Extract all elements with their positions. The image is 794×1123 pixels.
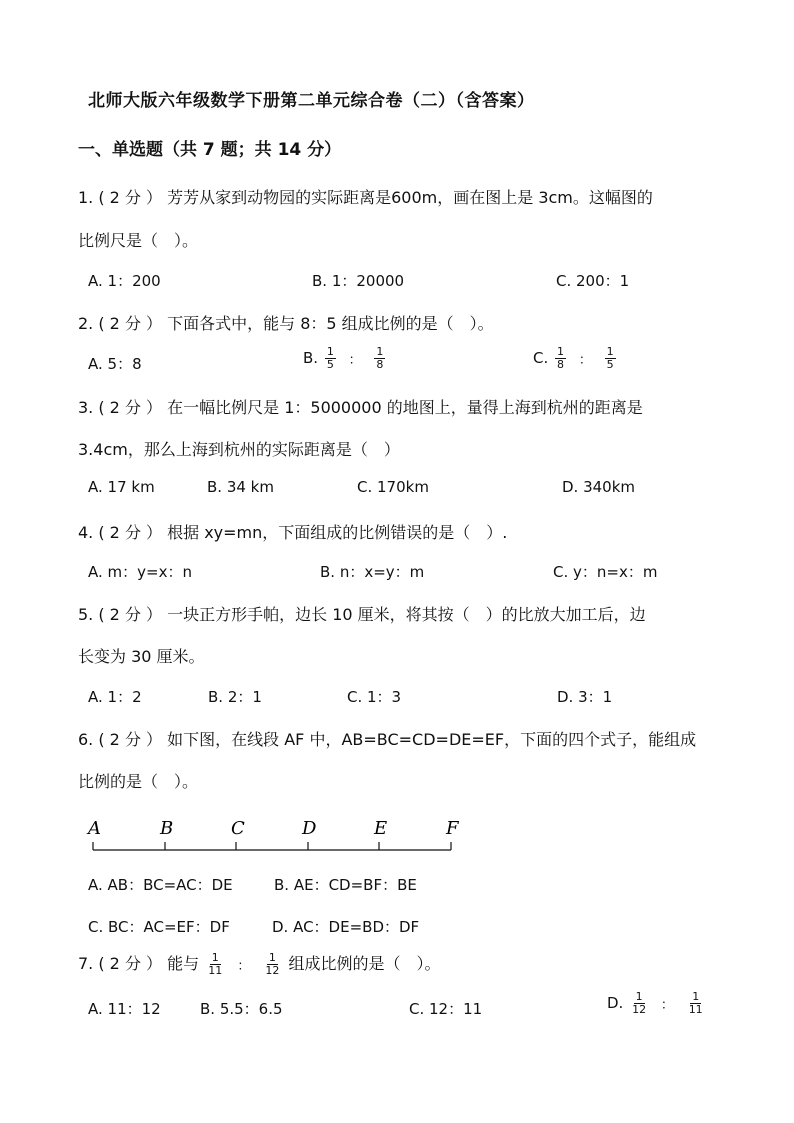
question-3-option-a: A. 17 km	[88, 478, 155, 496]
segment-af-diagram	[84, 812, 464, 860]
fraction: $\frac{1}{11}$	[688, 990, 703, 1016]
question-2-line-1: 2. ( 2 分 ） 下面各式中，能与 8：5 组成比例的是（ ）。	[78, 314, 494, 333]
question-1-line-1: 1. ( 2 分 ） 芳芳从家到动物园的实际距离是600m，画在图上是 3cm。这幅图的	[78, 188, 653, 207]
question-5-option-a: A. 1：2	[88, 688, 142, 706]
question-1-option-a: A. 1：200	[88, 272, 161, 290]
question-2-option-c	[533, 346, 618, 371]
question-4-option-c: C. y：n=x：m	[553, 563, 658, 581]
question-7-suffix: 组成比例的是（ ）。	[288, 954, 441, 973]
question-3-line-2: 3.4cm，那么上海到杭州的实际距离是（ ）	[78, 440, 400, 459]
question-2-option-b	[303, 346, 387, 371]
ratio-colon: ：	[660, 998, 674, 1013]
question-7-option-d	[607, 991, 707, 1016]
question-2-option-a: A. 5：8	[88, 355, 142, 373]
question-1-option-b: B. 1：20000	[312, 272, 405, 290]
fraction: $\frac{1}{8}$	[376, 345, 384, 371]
fraction: $\frac{1}{8}$	[557, 345, 565, 371]
option-letter: C.	[533, 349, 549, 367]
ratio-colon: ：	[578, 353, 592, 368]
question-3-line-1: 3. ( 2 分 ） 在一幅比例尺是 1：5000000 的地图上，量得上海到杭州的距离是	[78, 398, 643, 417]
question-1-option-c: C. 200：1	[556, 272, 630, 290]
option-letter: B.	[303, 349, 319, 367]
question-5-option-b: B. 2：1	[208, 688, 262, 706]
question-1-line-2: 比例尺是（ ）。	[78, 231, 199, 250]
question-7-line-1	[78, 951, 441, 977]
point-label-e: E	[374, 818, 388, 839]
option-letter: D.	[607, 994, 624, 1012]
question-6-option-a: A. AB：BC=AC：DE	[88, 876, 233, 894]
section-heading: 一、单选题（共 7 题；共 14 分）	[78, 140, 342, 160]
question-3-option-d: D. 340km	[562, 478, 636, 496]
question-7-option-b: B. 5.5：6.5	[200, 1000, 283, 1018]
point-label-d: D	[302, 818, 317, 839]
fraction: $\frac{1}{12}$	[265, 951, 280, 977]
question-4-line-1: 4. ( 2 分 ） 根据 xy=mn，下面组成的比例错误的是（ ）.	[78, 523, 508, 542]
ratio-colon: ：	[348, 353, 362, 368]
question-7-option-a: A. 11：12	[88, 1000, 161, 1018]
document-title: 北师大版六年级数学下册第二单元综合卷（二）（含答案）	[88, 91, 535, 111]
question-7-option-c: C. 12：11	[409, 1000, 483, 1018]
fraction: $\frac{1}{11}$	[208, 951, 223, 977]
question-6-line-2: 比例的是（ ）。	[78, 772, 199, 791]
question-6-line-1: 6. ( 2 分 ） 如下图，在线段 AF 中，AB=BC=CD=DE=EF，下面的四个式子，能组成	[78, 730, 697, 749]
question-3-option-c: C. 170km	[357, 478, 429, 496]
question-4-option-b: B. n：x=y：m	[320, 563, 425, 581]
point-label-f: F	[446, 818, 459, 839]
point-label-b: B	[160, 818, 174, 839]
ratio-colon: ：	[237, 959, 251, 974]
question-6-option-d: D. AC：DE=BD：DF	[272, 918, 420, 936]
question-3-option-b: B. 34 km	[207, 478, 274, 496]
point-label-a: A	[88, 818, 101, 839]
fraction: $\frac{1}{5}$	[326, 345, 334, 371]
question-5-line-1: 5. ( 2 分 ） 一块正方形手帕，边长 10 厘米，将其按（ ）的比放大加工后，边	[78, 605, 646, 624]
question-6-option-b: B. AE：CD=BF：BE	[274, 876, 417, 894]
question-6-option-c: C. BC：AC=EF：DF	[88, 918, 230, 936]
point-label-c: C	[231, 818, 245, 839]
question-7-prefix: 7. ( 2 分 ） 能与	[78, 954, 200, 973]
question-4-option-a: A. m：y=x：n	[88, 563, 192, 581]
question-5-line-2: 长变为 30 厘米。	[78, 647, 205, 666]
fraction: $\frac{1}{5}$	[606, 345, 614, 371]
question-5-option-d: D. 3：1	[557, 688, 613, 706]
question-5-option-c: C. 1：3	[347, 688, 402, 706]
fraction: $\frac{1}{12}$	[632, 990, 647, 1016]
